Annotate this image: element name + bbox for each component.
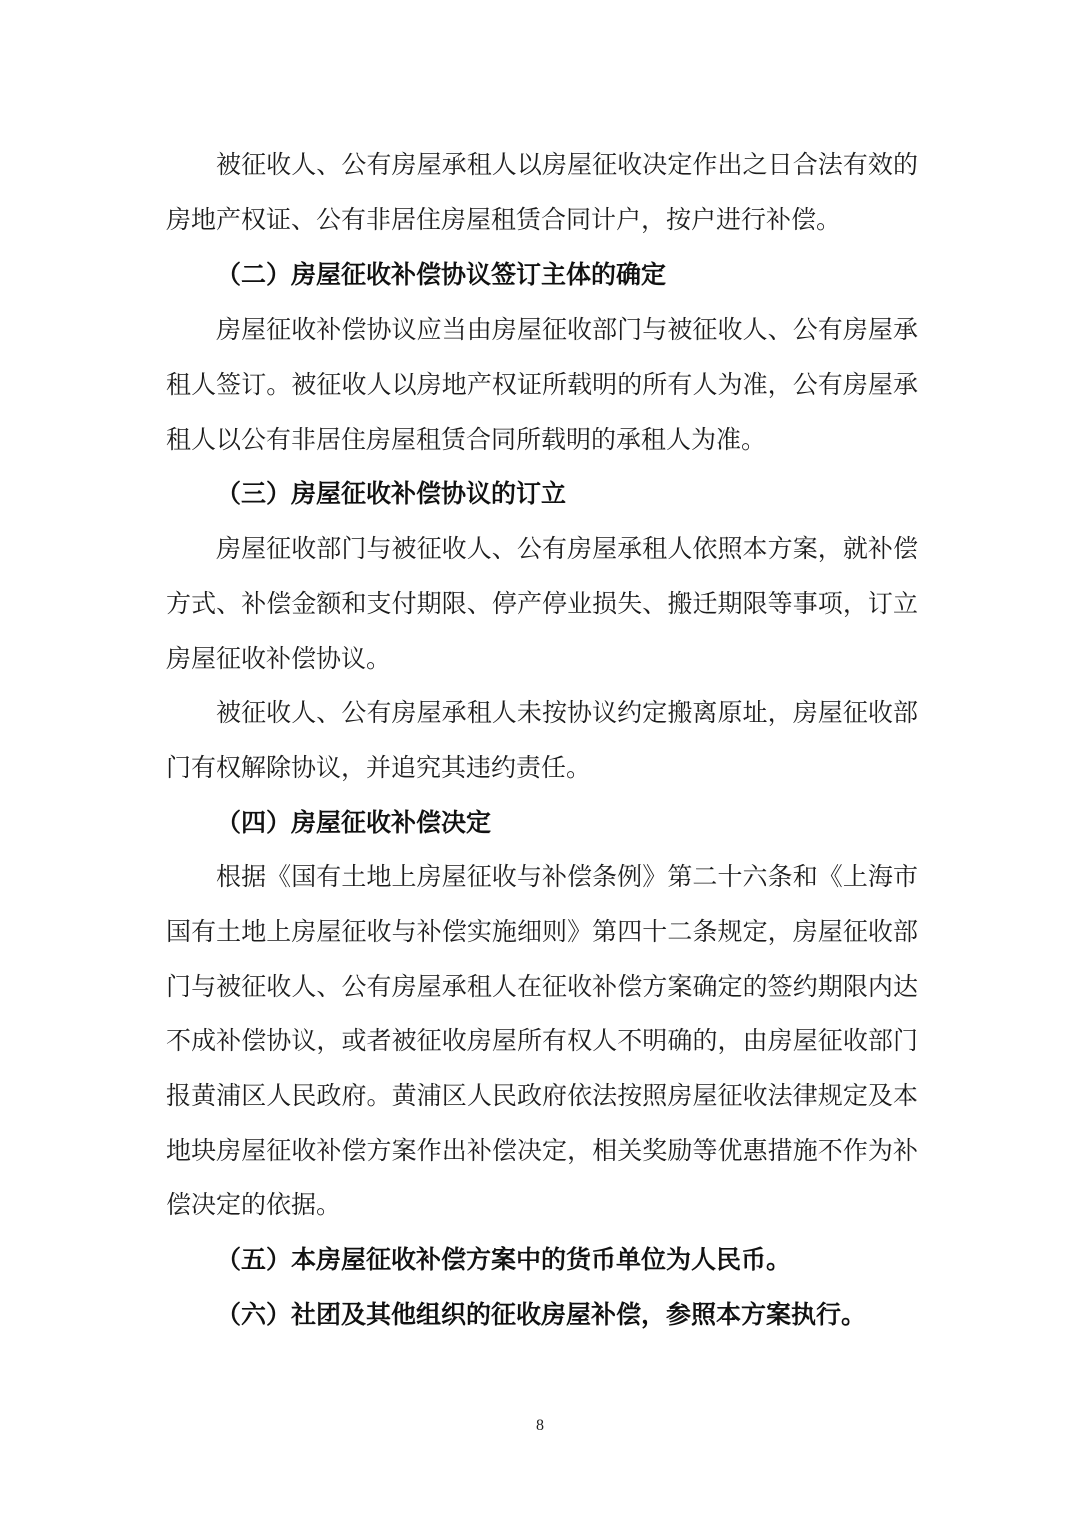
paragraph-line: 门有权解除协议，并追究其违约责任。	[166, 753, 592, 782]
paragraph-line: 地块房屋征收补偿方案作出补偿决定，相关奖励等优惠措施不作为补	[166, 1136, 918, 1165]
section-heading-4: （四）房屋征收补偿决定	[216, 808, 492, 837]
section-heading-3: （三）房屋征收补偿协议的订立	[216, 479, 567, 508]
section-heading-6: （六）社团及其他组织的征收房屋补偿，参照本方案执行。	[216, 1300, 867, 1329]
paragraph-line: 被征收人、公有房屋承租人以房屋征收决定作出之日合法有效的	[216, 150, 918, 179]
paragraph-line: 房地产权证、公有非居住房屋租赁合同计户，按户进行补偿。	[166, 205, 842, 234]
paragraph-line: 偿决定的依据。	[166, 1190, 342, 1219]
paragraph-line: 房屋征收部门与被征收人、公有房屋承租人依照本方案，就补偿	[216, 534, 918, 563]
paragraph-line: 不成补偿协议，或者被征收房屋所有权人不明确的，由房屋征收部门	[166, 1026, 918, 1055]
section-heading-5: （五）本房屋征收补偿方案中的货币单位为人民币。	[216, 1245, 792, 1274]
section-heading-2: （二）房屋征收补偿协议签订主体的确定	[216, 260, 667, 289]
page-number: 8	[536, 1417, 544, 1434]
paragraph-line: 房屋征收补偿协议应当由房屋征收部门与被征收人、公有房屋承	[216, 315, 918, 344]
paragraph-line: 房屋征收补偿协议。	[166, 644, 392, 673]
paragraph-line: 被征收人、公有房屋承租人未按协议约定搬离原址，房屋征收部	[216, 698, 918, 727]
paragraph-line: 租人签订。被征收人以房地产权证所载明的所有人为准，公有房屋承	[166, 370, 918, 399]
paragraph-line: 报黄浦区人民政府。黄浦区人民政府依法按照房屋征收法律规定及本	[166, 1081, 918, 1110]
paragraph-line: 租人以公有非居住房屋租赁合同所载明的承租人为准。	[166, 425, 767, 454]
paragraph-line: 门与被征收人、公有房屋承租人在征收补偿方案确定的签约期限内达	[166, 972, 918, 1001]
paragraph-line: 方式、补偿金额和支付期限、停产停业损失、搬迁期限等事项，订立	[166, 589, 918, 618]
paragraph-line: 根据《国有土地上房屋征收与补偿条例》第二十六条和《上海市	[216, 862, 918, 891]
paragraph-line: 国有土地上房屋征收与补偿实施细则》第四十二条规定，房屋征收部	[166, 917, 918, 946]
